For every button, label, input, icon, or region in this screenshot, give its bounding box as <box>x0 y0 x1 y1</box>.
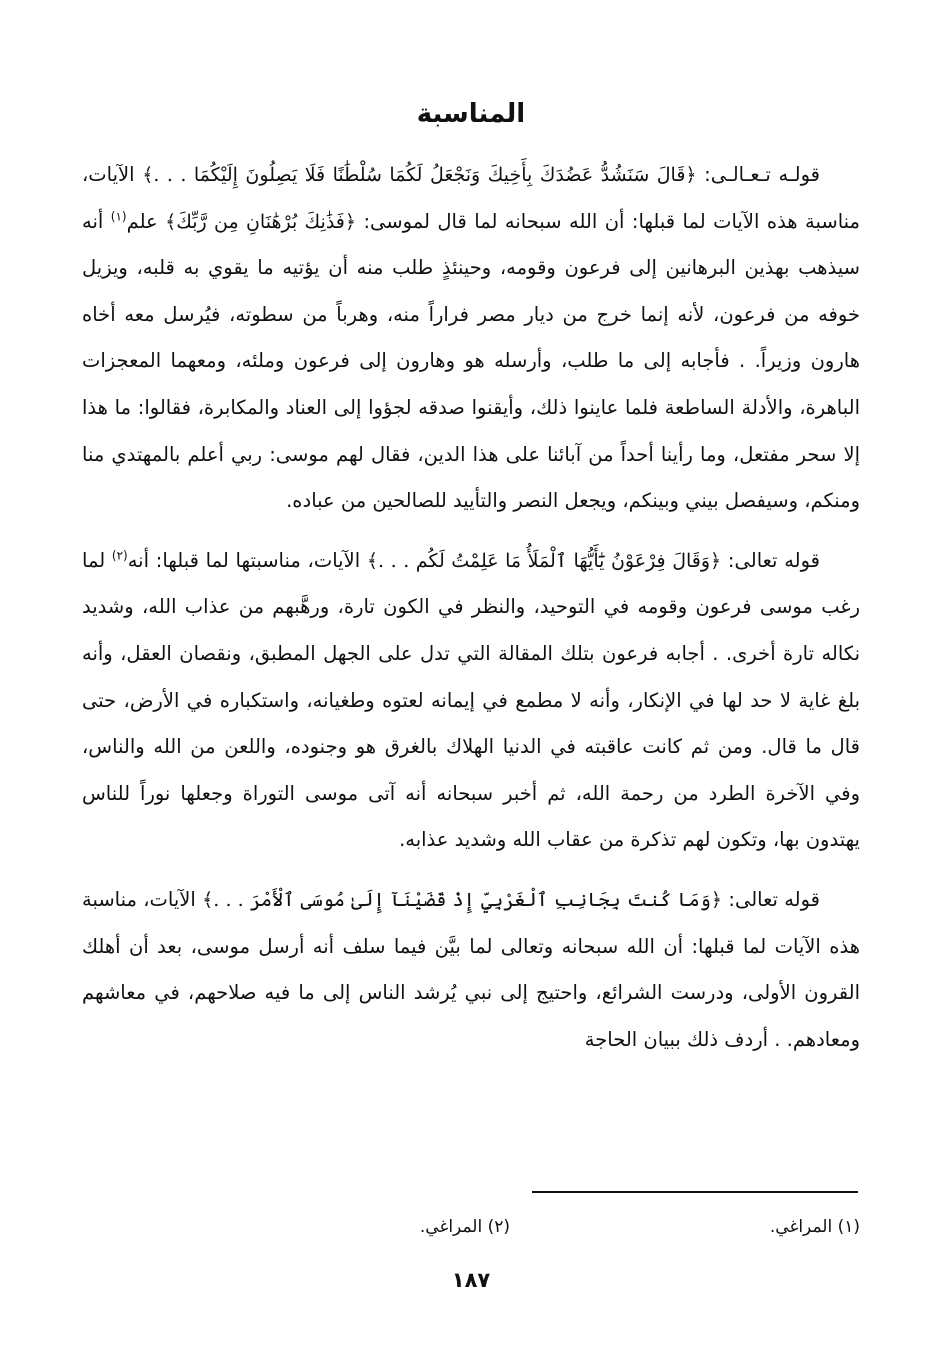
paragraph-3 <box>82 877 860 1063</box>
paragraph-text: علم <box>126 209 166 233</box>
footnote-2: (٢) المراغي. <box>419 1217 510 1237</box>
verse-intro: قولـه تـعـالـى: <box>696 163 820 186</box>
body-text <box>82 152 860 1076</box>
quran-verse: ﴿وَقَالَ فِرْعَوْنُ يَٰٓأَيُّهَا ٱلْمَلَأُ مَا عَلِمْتُ لَكُم . . .﴾ <box>366 549 722 572</box>
paragraph-text: أنه سيذهب بهذين البرهانين إلى فرعون وقومه، وحينئذٍ طلب منه أن يؤتيه ما يقوي به قلبه، ويزيل خوفه من فرعون، لأنه إنما خرج من ديار مصر فراراً منه، وهرباً من سطوته، فيُرسل معه أخاه هارون وزيراً. . فأجابه إلى ما طلب، وأرسله هو وهارون إلى فرعون وملئه، ومعهما المعجزات الباهرة، والأدلة الساطعة فلما عاينوا ذلك، وأيقنوا صدقه لجؤوا إلى العناد والمكابرة، فقالوا: ما هذا إلا سحر مفتعل، وما رأينا أحداً من آبائنا على هذا الدين، فقال لهم موسى: ربي أعلم بالمهتدي منا ومنكم، وسيفصل بيني وبينكم، ويجعل النصر والتأييد للصالحين من عباده. <box>82 209 860 513</box>
paragraph-text: لما رغب موسى فرعون وقومه في التوحيد، والنظر في الكون تارة، ورهَّبهم من عذاب الله، وشديد نكاله تارة أخرى. . أجابه فرعون بتلك المقالة التي تدل على الجهل المطبق، ونقصان العقل، وأنه بلغ غاية لا حد لها في الإنكار، وأنه لا مطمع في إيمانه لعتوه وطغيانه، واستكباره في الأرض، حتى قال ما قال. ومن ثم كانت عاقبته في الدنيا الهلاك بالغرق هو وجنوده، واللعن من الله والناس، وفي الآخرة الطرد من رحمة الله، ثم أخبر سبحانه أنه آتى موسى التوراة وجعلها نوراً للناس يهتدون بها، وتكون لهم تذكرة من عقاب الله وشديد عذابه. <box>82 548 860 852</box>
page-number: ١٨٧ <box>451 1268 491 1292</box>
paragraph-text: الآيات، مناسبة هذه الآيات لما قبلها: أن الله سبحانه وتعالى لما بيَّن فيما سلف أنه أرسل موسى، بعد أن أهلك القرون الأولى، ودرست الشرائع، واحتيج إلى نبي يُرشد الناس إلى ما فيه صلاحهم، في معاشهم ومعادهم. . أردف ذلك ببيان الحاجة <box>82 887 860 1051</box>
quran-verse: ﴿قَالَ سَنَشُدُّ عَضُدَكَ بِأَخِيكَ وَنَجْعَلُ لَكُمَا سُلْطَٰنًا فَلَا يَصِلُونَ إِلَيْكُمَا . . .﴾ <box>142 164 697 186</box>
footnote-1: (١) المراغي. <box>769 1217 860 1237</box>
paragraph-2 <box>82 538 860 864</box>
footnote-divider <box>532 1191 858 1193</box>
quran-verse: ﴿وَمَا كُنتَ بِجَانِبِ ٱلْغَرْبِيِّ إِذْ قَضَيْنَآ إِلَىٰ مُوسَى ٱلْأَمْرَ . . .﴾ <box>202 888 723 911</box>
paragraph-text: الآيات، مناسبة هذه الآيات لما قبلها: أن الله سبحانه لما قال لموسى: <box>82 163 860 233</box>
verse-intro: قوله تعالى: <box>721 548 820 572</box>
paragraph-1 <box>82 152 860 525</box>
paragraph-text: الآيات، مناسبتها لما قبلها: أنه <box>127 548 367 572</box>
verse-intro: قوله تعالى: <box>722 887 821 911</box>
footnote-reference[interactable]: (٢) <box>111 548 128 563</box>
footnote-reference[interactable]: (١) <box>110 209 127 224</box>
page-title: المناسبة <box>416 99 526 129</box>
quran-verse: ﴿فَذَٰنِكَ بُرْهَٰنَانِ مِن رَّبِّكَ﴾ <box>165 210 357 233</box>
